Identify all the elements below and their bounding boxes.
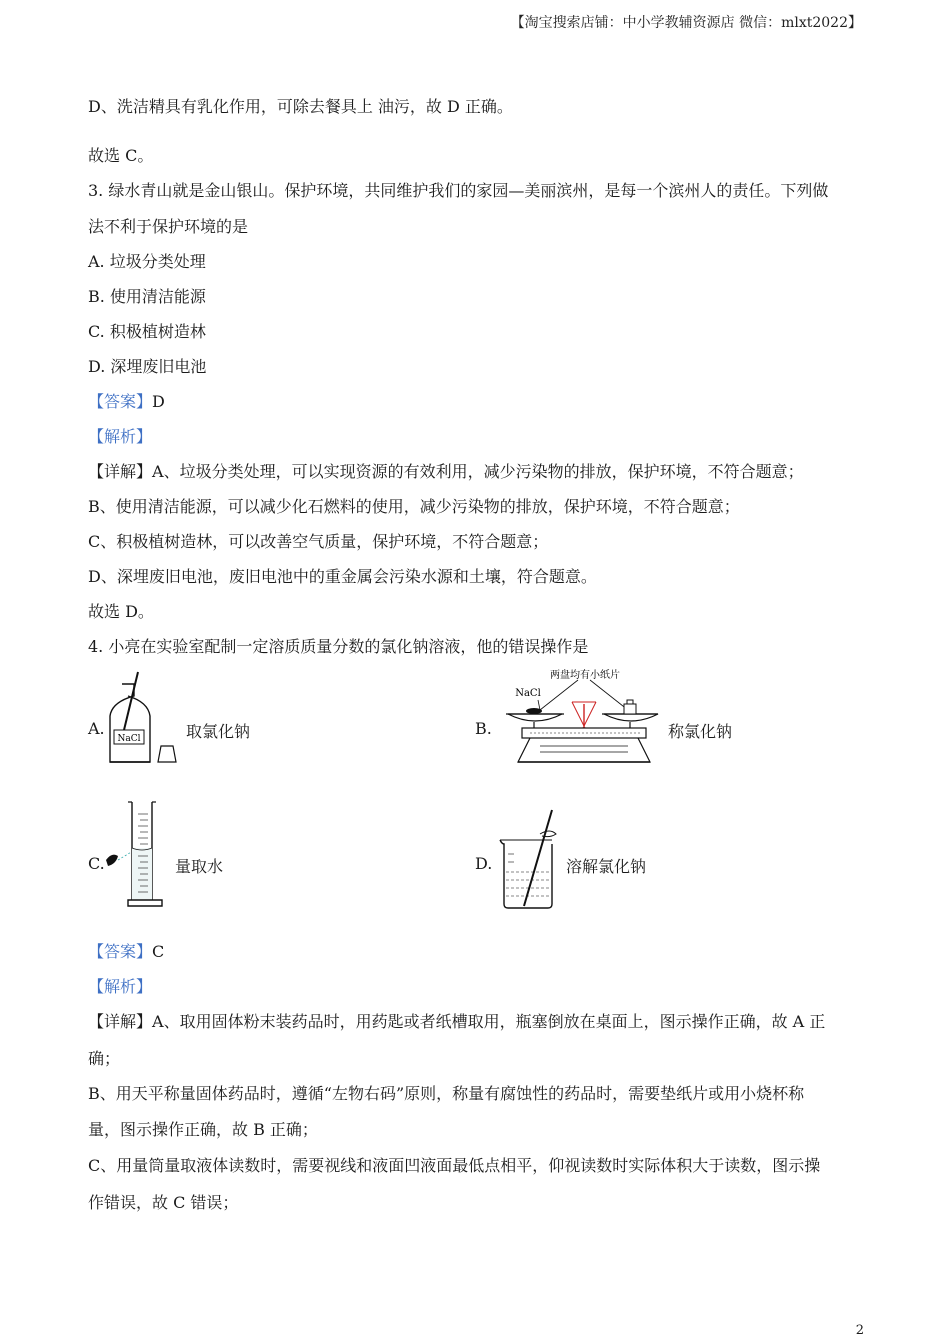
q4-detail-c-cont: 作错误，故 C 错误； bbox=[88, 1193, 239, 1212]
page-header: 【淘宝搜索店铺：中小学教辅资源店 微信：mlxt2022】 bbox=[510, 15, 862, 31]
question-3-stem: 3. 绿水青山就是金山银山。保护环境，共同维护我们的家园—美丽滨州，是每一个滨州人的责任。下列做 bbox=[88, 181, 829, 200]
detail-text: A、取用固体粉末装药品时，用药匙或者纸槽取用，瓶塞倒放在桌面上，图示操作正确，故 A 正 bbox=[152, 1012, 826, 1031]
question-3-stem-cont: 法不利于保护环境的是 bbox=[88, 217, 249, 236]
q4-detail-b-cont: 量，图示操作正确，故 B 正确； bbox=[88, 1120, 318, 1139]
option-c: C. 积极植树造林 bbox=[88, 322, 206, 341]
q4-answer bbox=[88, 939, 164, 962]
option-c-text: 量取水 bbox=[175, 857, 224, 876]
q3-detail-b: B、使用清洁能源，可以减少化石燃料的使用，减少污染物的排放，保护环境，不符合题意； bbox=[88, 497, 740, 516]
q3-detail-d: D、深埋废旧电池，废旧电池中的重金属会污染水源和土壤，符合题意。 bbox=[88, 567, 597, 586]
option-a-letter: A. bbox=[88, 719, 105, 738]
question-4-stem: 4. 小亮在实验室配制一定溶质质量分数的氯化钠溶液，他的错误操作是 bbox=[88, 637, 589, 656]
detail-tag: 【详解】 bbox=[88, 1012, 153, 1031]
balance-scale-figure bbox=[500, 666, 660, 768]
option-d-text: 溶解氯化钠 bbox=[566, 857, 647, 876]
option-a: A. 垃圾分类处理 bbox=[88, 252, 206, 271]
q4-detail-a bbox=[88, 1009, 825, 1032]
answer-value: C bbox=[152, 942, 165, 961]
option-b: B. 使用清洁能源 bbox=[88, 287, 206, 306]
paper-note-label: 两盘均有小纸片 bbox=[550, 670, 620, 681]
graduated-cylinder-figure bbox=[104, 800, 168, 910]
answer-tag: 【答案】 bbox=[88, 392, 153, 411]
text-line: D、洗洁精具有乳化作用，可除去餐具上 油污，故 D 正确。 bbox=[88, 97, 513, 116]
q3-conclusion: 故选 D。 bbox=[88, 602, 154, 621]
q3-detail-a bbox=[88, 459, 804, 482]
detail-tag: 【详解】 bbox=[88, 462, 153, 481]
page-number: 2 bbox=[855, 1323, 864, 1338]
q4-detail-a-cont: 确； bbox=[88, 1049, 121, 1068]
nacl-label: NaCl bbox=[515, 688, 541, 699]
answer-value: D bbox=[152, 392, 165, 411]
option-a-text: 取氯化钠 bbox=[186, 722, 251, 741]
q3-answer bbox=[88, 389, 165, 412]
option-c-letter: C. bbox=[88, 854, 105, 873]
q4-analysis-tag: 【解析】 bbox=[88, 977, 153, 996]
option-d-letter: D. bbox=[475, 854, 493, 873]
reagent-bottle-figure bbox=[104, 670, 184, 770]
q3-analysis-tag: 【解析】 bbox=[88, 427, 153, 446]
q4-detail-b: B、用天平称量固体药品时，遵循“左物右码”原则，称量有腐蚀性的药品时，需要垫纸片或用小烧杯称 bbox=[88, 1084, 805, 1103]
nacl-label: NaCl bbox=[117, 734, 141, 744]
q3-detail-c: C、积极植树造林，可以改善空气质量，保护环境，不符合题意； bbox=[88, 532, 549, 551]
q4-detail-c: C、用量筒量取液体读数时，需要视线和液面凹液面最低点相平，仰视读数时实际体积大于读数，图示操 bbox=[88, 1156, 821, 1175]
option-b-letter: B. bbox=[475, 719, 492, 738]
beaker-stirring-figure bbox=[496, 806, 560, 912]
option-d: D. 深埋废旧电池 bbox=[88, 357, 207, 376]
option-b-text: 称氯化钠 bbox=[668, 722, 733, 741]
answer-tag: 【答案】 bbox=[88, 942, 153, 961]
detail-text: A、垃圾分类处理，可以实现资源的有效利用，减少污染物的排放，保护环境，不符合题意； bbox=[152, 462, 804, 481]
text-line: 故选 C。 bbox=[88, 146, 154, 165]
